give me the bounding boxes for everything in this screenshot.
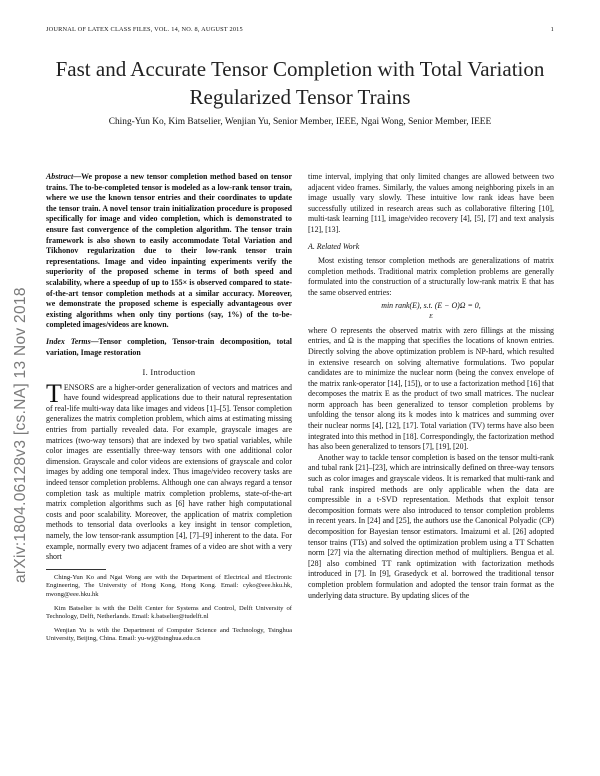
right-column (308, 172, 554, 601)
abstract-text: —We propose a new tensor completion method based on tensor trains. The to-be-completed tensor is modeled as a low-rank tensor train, where we use the known tensor entries and their coordinates to update the tensor train. A novel tensor train initialization procedure is proposed specifically for image and video completion, which is demonstrated to ensure fast convergence of the completion algorithm. The tensor train framework is also shown to easily accommodate Total Variation and Tikhonov regularization due to their low-rank tensor train representations. Image and video inpainting experiments verify the superiority of the proposed scheme in terms of both speed and scalability, where a speedup of up to 155× is observed compared to state-of-the-art tensor completion methods at a similar accuracy. Moreover, we demonstrate the proposed scheme is especially advantageous over existing algorithms when only tiny portions (say, 1%) of the to-be-completed images/videos are known. (46, 172, 292, 330)
author-list: Ching-Yun Ko, Kim Batselier, Wenjian Yu, Senior Member, IEEE, Ngai Wong, Senior Member, IEEE (108, 117, 492, 127)
footnote-affiliation-3: Wenjian Yu is with the Department of Computer Science and Technology, Tsinghua University, Beijing, China. Email: yu-wj@tsinghua.edu.cn (46, 626, 292, 643)
equation-matrix-completion (308, 301, 554, 323)
equation-subscript: E (429, 314, 433, 321)
index-terms-text: —Tensor completion, Tensor-train decomposition, total variation, Image restoration (46, 336, 293, 357)
abstract (46, 172, 292, 331)
equation-explanation-paragraph: where O represents the observed matrix with zero fillings at the missing entries, and Ω is the mapping that specifies the locations of known entries. Directly solving the above optimization problem is NP-hard, which resulted in extensive research on solving alternative formulations. Two popular candidates are to minimize the nuclear norm (being the convex envelope of the matrix rank-operator [14], [15]), or to use a factorization method [16] that decomposes the matrix E as the product of two small matrices. The nuclear norm approach has been generalized to tensor completion problems by unfolding the tensor along its k modes into k matrices and summing over their nuclear norms [4], [12], [17]. Total variation (TV) terms have also been integrated into this method in [18]. Correspondingly, the factorization method has also been generalized to tensors [7], [19], [20]. (308, 325, 554, 452)
arxiv-stamp[interactable] (12, 183, 34, 583)
left-column (46, 172, 292, 649)
subsection-heading-related-work: A. Related Work (308, 241, 360, 251)
running-head (46, 26, 554, 33)
index-terms (46, 337, 292, 358)
running-head-text: JOURNAL OF LATEX CLASS FILES, VOL. 14, NO. 8, AUGUST 2015 (46, 26, 243, 33)
section-heading-introduction: I. Introduction (142, 368, 196, 378)
arxiv-stamp-text[interactable]: arXiv:1804.06128v3 [cs.NA] 13 Nov 2018 (12, 287, 29, 583)
footnote-affiliation-1: Ching-Yun Ko and Ngai Wong are with the Department of Electrical and Electronic Engineering, The University of Hong Kong, Hong Kong. Email: cyko@eee.hku.hk, nwong@eee.hku.hk (46, 573, 292, 598)
page-number: 1 (550, 26, 554, 33)
equation-text: min rank(E), s.t. (E − O)Ω = 0, (381, 300, 481, 310)
footnote-divider (46, 569, 106, 570)
drop-cap: T (46, 378, 62, 408)
intro-continuation: time interval, implying that only limited changes are allowed between two adjacent video frames. Similarly, the values among neighboring pixels in an image usually vary slowly. These intuitive low rank ideas have been successfully utilized in research areas such as collaborative filtering [10], multi-task learning [11], image/video recovery [4], [5], [7] and text analysis [12], [13]. (308, 172, 554, 234)
intro-first-word: ENSORS (63, 382, 95, 392)
abstract-lead: Abstract (46, 172, 74, 181)
footnote-affiliation-2: Kim Batselier is with the Delft Center for Systems and Control, Delft University of Technology, Delft, Netherlands. Email: k.batselier@tudelft.nl (46, 604, 292, 621)
paper-title: Fast and Accurate Tensor Completion with Total Variation Regularized Tensor Trains (55, 57, 545, 109)
intro-paragraph (46, 378, 292, 563)
tensor-rank-paragraph: Another way to tackle tensor completion is based on the tensor multi-rank and tubal rank [21]–[23], which are intrinsically defined on three-way tensors such as color images and grayscale videos. It is remarked that multi-rank and tubal rank inspired methods are only applicable when the data are compressible in a t-SVD representation. Methods that exploit tensor decomposition formats were also introduced to tensor completion problems in recent years. In [24] and [25], the authors use the Canonical Polyadic (CP) decomposition for Bayesian tensor estimators. Imaizumi et al. [26] adopted tensor trains (TTs) and solved the optimization problem using a TT Schatten norm [27] via the alternating direction method of multipliers. Bengua et al. [28] also combined TT rank optimization with factorization methods introduced in [7]. In [9], Grasedyck et al. borrowed the traditional tensor completion problem formulation and adopted the tensor train format as the underlying data structure. By updating slices of the (308, 452, 554, 600)
intro-text: are a higher-order generalization of vectors and matrices and have found widespread applications due to their natural representation of real-life multi-way data like images and videos [1]–[5]. Tensor completion generalizes the matrix completion problem, which aims at estimating missing entries from partially revealed data. For example, grayscale images are matrices (two-way tensors) that are indexed by two spatial variables, while color images are essentially three-way tensors with one additional color dimension. Grayscale and color videos are extensions of grayscale and color images by adding one temporal index. Thus image/video recovery tasks are indeed tensor completion problems. Although one can always regard a tensor completion task as multiple matrix completion problems, state-of-the-art matrix completion algorithms such as [6] have rather high computational costs and poor scalability. Moreover, the application of matrix completion methods to tensorial data overlooks a key insight in tensor completion, namely, the low tensor-rank assumption [4], [7]–[9] inherent to the data. For example, normally every two adjacent frames of a video are shot with a very short (46, 382, 292, 562)
index-terms-lead: Index Terms (46, 336, 91, 346)
related-work-paragraph: Most existing tensor completion methods are generalizations of matrix completion methods. Traditional matrix completion problems are generally formulated into the construction of a structurally low-rank matrix E that has the same observed entries: (308, 256, 554, 297)
